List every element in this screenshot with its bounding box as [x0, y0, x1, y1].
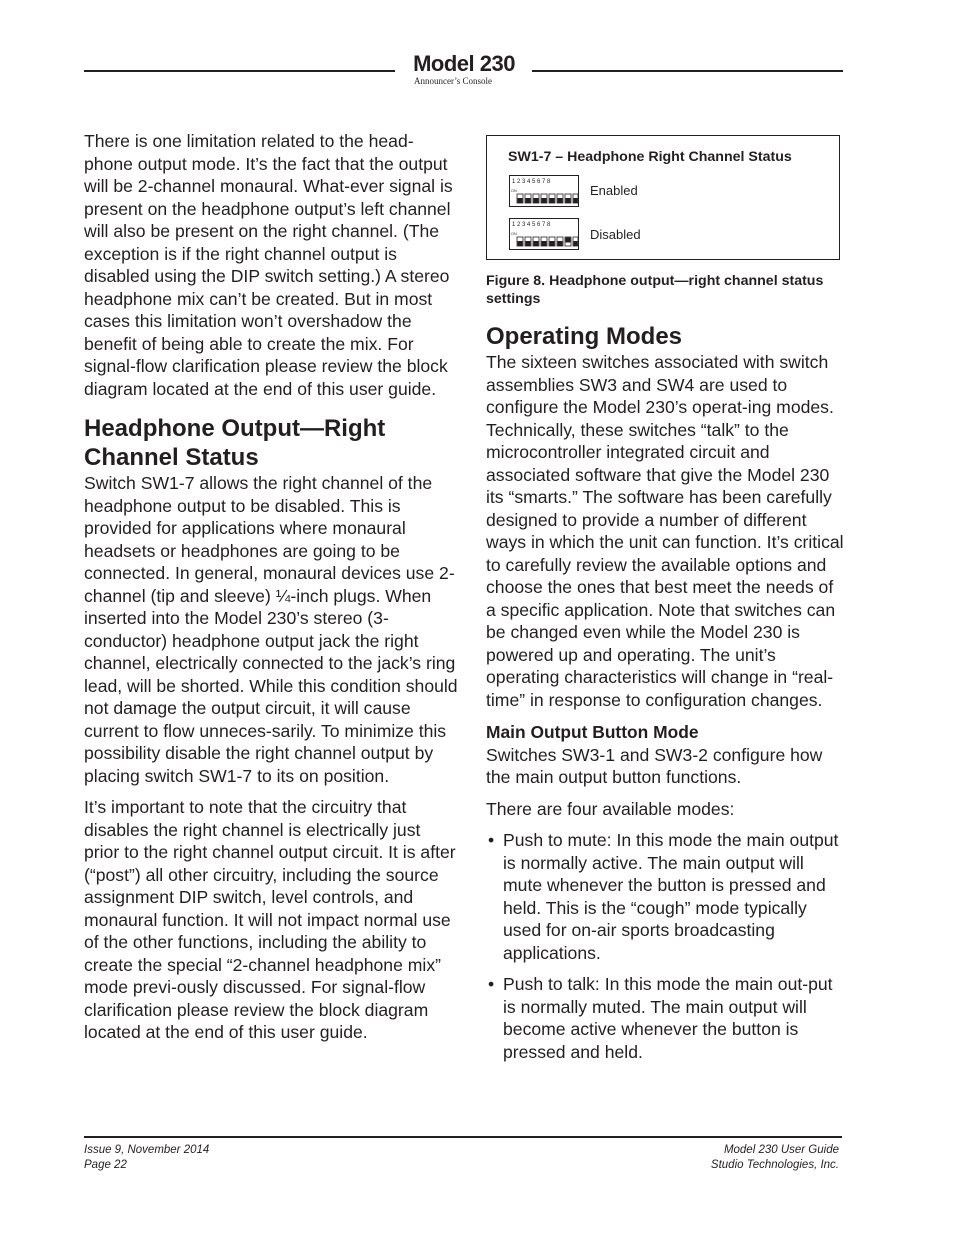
header-rule-right — [532, 70, 843, 72]
footer-left — [84, 1143, 209, 1173]
dip-switch-enabled — [509, 175, 579, 207]
bullet-mark: • — [488, 830, 495, 850]
footer-guide-title: Model 230 User Guide — [723, 1144, 839, 1156]
modes-list — [486, 829, 846, 1063]
header-subtitle: Announcer’s Console — [413, 76, 493, 86]
main-output-paragraph: Switches SW3-1 and SW3-2 configure how the main output button functions. — [486, 744, 823, 787]
header-title: Model 230 — [413, 51, 515, 76]
left-column — [84, 130, 460, 1053]
headphone-paragraph-2: It’s important to note that the circuitry that disables the right channel is electrically just prior to the right channel output circuit. It is after (“post”) all other circuitry, including the source assignment DIP switch, level controls, and monaural function. It will not impact normal use of the other functions, including the ability to create the special “2-channel headphone mix” mode previ-ously discussed. For signal-flow clarification please review the block diagram located at the end of this user guide. — [84, 797, 456, 1042]
bullet-mark: • — [488, 974, 495, 994]
dip-numbers-disabled: 1 2 3 4 5 6 7 8 — [512, 222, 551, 228]
headphone-paragraph-1: Switch SW1-7 allows the right channel of the headphone output to be disabled. This is provided for applications where monaural headsets or headphones are going to be connected. In general, monaural devices use 2-channel (tip and sleeve) ¼-inch plugs. When inserted into the Model 230’s stereo (3-conductor) headphone output jack the right channel, electrically connected to the jack’s ring lead, will be shorted. While this condition should not damage the output circuit, it will cause current to flow unneces-sarily. To minimize this possibility disable the right channel output by placing switch SW1-7 to its on position. — [84, 473, 458, 786]
operating-modes-paragraph: The sixteen switches associated with switch assemblies SW3 and SW4 are used to configure the Model 230’s operat-ing modes. Technically, these switches “talk” to the microcontroller integrated circuit and associated software that give the Model 230 its “smarts.” The software has been carefully designed to provide a number of different ways in which the unit can function. It’s critical to carefully review the available options and choose the ones that best meet the needs of a specific application. Note that switches can be changed even while the Model 230 is powered up and operating. The unit’s operating characteristics will change in “real-time” in response to configuration changes. — [486, 352, 844, 710]
intro-paragraph: There is one limitation related to the head-phone output mode. It’s the fact that the output will be 2-channel monaural. What-ever signal is present on the headphone output’s left channel will also be present on the right channel. (The exception is if the right channel output is disabled using the DIP switch setting.) A stereo headphone mix can’t be created. But in most cases this limitation won’t overshadow the benefit of being able to create the mix. For signal-flow clarification please review the block diagram located at the end of this user guide. — [84, 131, 453, 399]
dip-on-mark-disabled: ON — [511, 232, 517, 236]
list-item — [486, 829, 846, 964]
enabled-label: Enabled — [590, 183, 638, 198]
list-item — [486, 973, 846, 1063]
footer-page-number: Page 22 — [84, 1159, 127, 1171]
section-heading-operating-modes: Operating Modes — [486, 323, 683, 350]
subheading-main-output-button-mode: Main Output Button Mode — [486, 722, 699, 742]
figure-caption: Figure 8. Headphone output—right channel status settings — [486, 273, 824, 307]
footer-right — [600, 1143, 839, 1173]
right-column — [486, 130, 846, 1072]
disabled-label: Disabled — [590, 227, 641, 242]
footer-company: Studio Technologies, Inc. — [710, 1159, 839, 1171]
modes-intro-paragraph: There are four available modes: — [486, 798, 735, 819]
figure-box — [486, 135, 840, 260]
dip-on-mark-enabled: ON — [511, 189, 517, 193]
section-heading-headphone-right: Headphone Output—Right Channel Status — [84, 415, 386, 471]
figure-title: SW1-7 – Headphone Right Channel Status — [508, 149, 792, 165]
footer-rule — [84, 1136, 842, 1138]
list-item-text: Push to talk: In this mode the main out-put is normally muted. The main output will become active whenever the button is pressed and held. — [503, 974, 833, 1062]
header-rule-left — [84, 70, 395, 72]
dip-numbers-enabled: 1 2 3 4 5 6 7 8 — [512, 179, 551, 185]
dip-switch-disabled — [509, 218, 579, 250]
list-item-text: Push to mute: In this mode the main output is normally active. The main output will mute whenever the button is pressed and held. This is the “cough” mode typically used for on-air sports broadcasting applications. — [503, 830, 839, 963]
footer-issue: Issue 9, November 2014 — [84, 1144, 210, 1156]
